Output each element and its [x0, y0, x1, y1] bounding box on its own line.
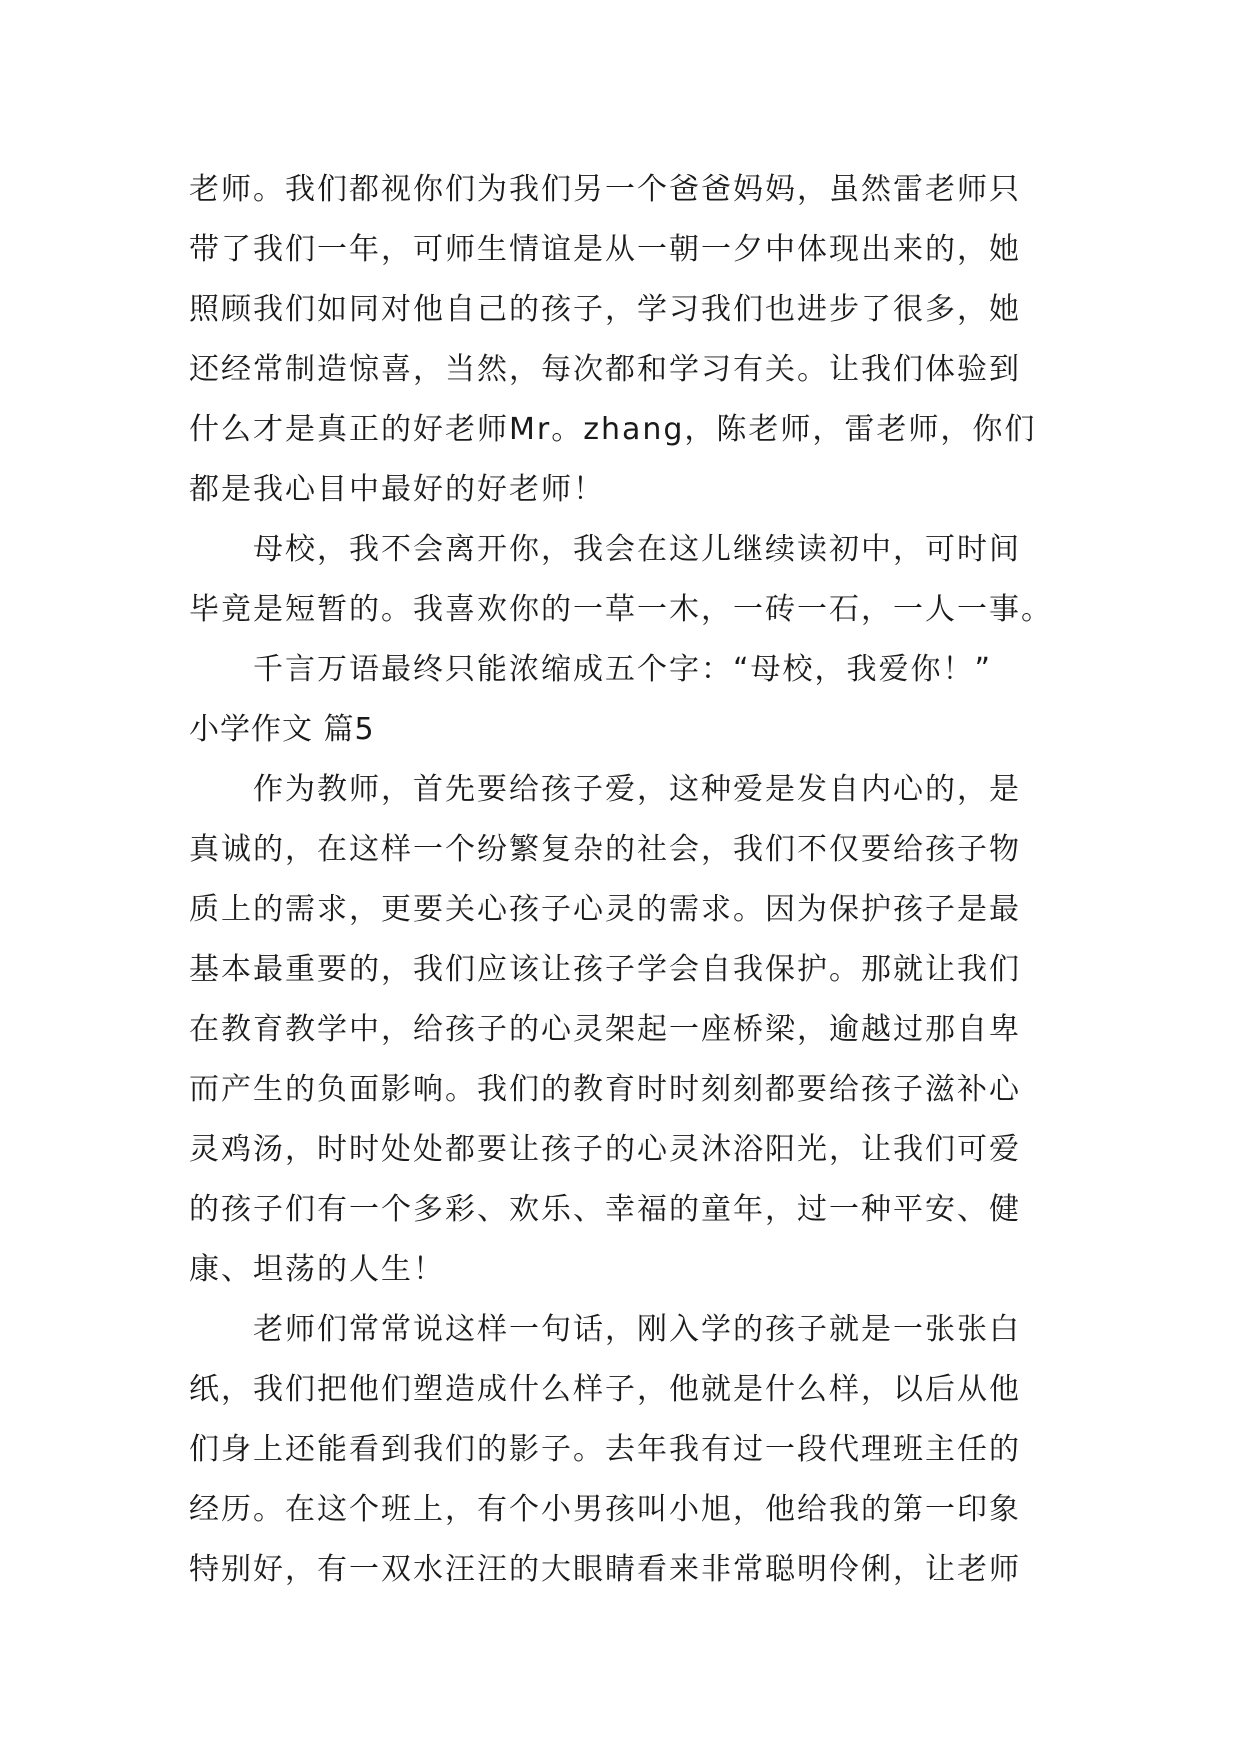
- paragraph-line: 真诚的，在这样一个纷繁复杂的社会，我们不仅要给孩子物: [189, 832, 1021, 867]
- paragraph-line: 毕竟是短暂的。我喜欢你的一草一木，一砖一石，一人一事。: [189, 592, 1053, 627]
- paragraph-line: 老师。我们都视你们为我们另一个爸爸妈妈，虽然雷老师只: [189, 172, 1021, 207]
- paragraph-line: 灵鸡汤，时时处处都要让孩子的心灵沐浴阳光，让我们可爱: [189, 1132, 1021, 1167]
- paragraph-line: 老师们常常说这样一句话，刚入学的孩子就是一张张白: [253, 1312, 1021, 1347]
- paragraph-line: 特别好，有一双水汪汪的大眼睛看来非常聪明伶俐，让老师: [189, 1552, 1021, 1587]
- section-heading: 小学作文 篇5: [189, 712, 375, 747]
- paragraph-line: 基本最重要的，我们应该让孩子学会自我保护。那就让我们: [189, 952, 1021, 987]
- paragraph-line: 质上的需求，更要关心孩子心灵的需求。因为保护孩子是最: [189, 892, 1021, 927]
- paragraph-line: 们身上还能看到我们的影子。去年我有过一段代理班主任的: [189, 1432, 1021, 1467]
- paragraph-line: 都是我心目中最好的好老师！: [189, 472, 605, 507]
- paragraph-line: 千言万语最终只能浓缩成五个字：“母校，我爱你！”: [253, 652, 993, 687]
- paragraph-line: 母校，我不会离开你，我会在这儿继续读初中，可时间: [253, 532, 1021, 567]
- paragraph-line: 而产生的负面影响。我们的教育时时刻刻都要给孩子滋补心: [189, 1072, 1021, 1107]
- paragraph-line: 照顾我们如同对他自己的孩子，学习我们也进步了很多，她: [189, 292, 1021, 327]
- paragraph-line: 在教育教学中，给孩子的心灵架起一座桥梁，逾越过那自卑: [189, 1012, 1021, 1047]
- document-body: [189, 160, 1059, 1600]
- paragraph-line: 的孩子们有一个多彩、欢乐、幸福的童年，过一种平安、健: [189, 1192, 1021, 1227]
- paragraph-line: 纸，我们把他们塑造成什么样子，他就是什么样，以后从他: [189, 1372, 1021, 1407]
- paragraph-line: 作为教师，首先要给孩子爱，这种爱是发自内心的，是: [253, 772, 1021, 807]
- paragraph-line: 经历。在这个班上，有个小男孩叫小旭，他给我的第一印象: [189, 1492, 1021, 1527]
- paragraph-line: 还经常制造惊喜，当然，每次都和学习有关。让我们体验到: [189, 352, 1021, 387]
- paragraph-line: 康、坦荡的人生！: [189, 1252, 445, 1287]
- paragraph-line: 什么才是真正的好老师Mr。zhang，陈老师，雷老师，你们: [189, 412, 1037, 447]
- paragraph-line: 带了我们一年，可师生情谊是从一朝一夕中体现出来的，她: [189, 232, 1021, 267]
